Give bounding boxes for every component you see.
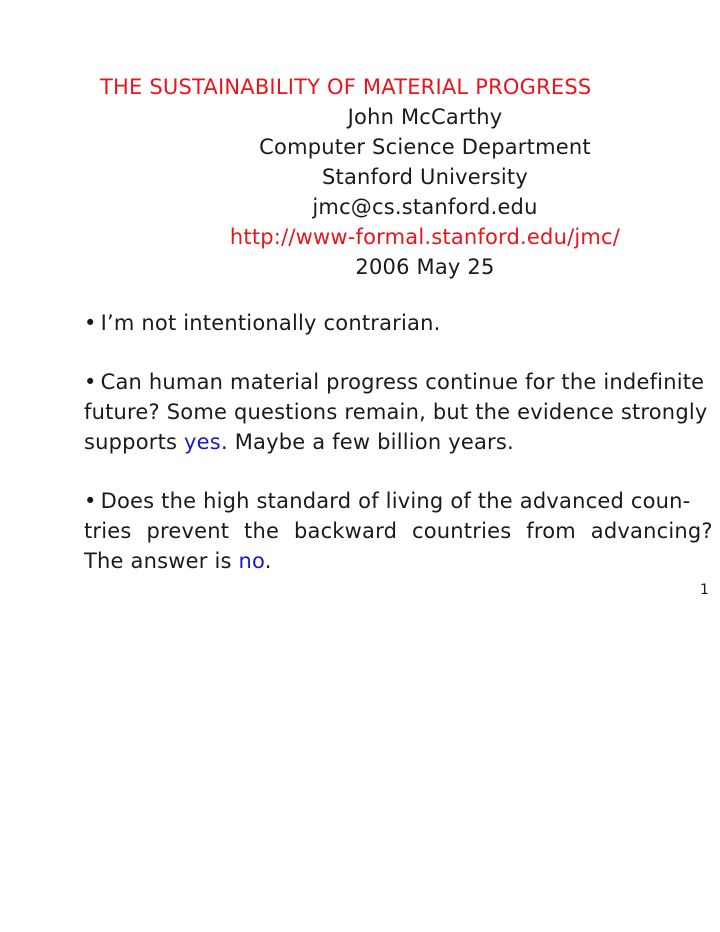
bullet-2-text-line-2: future? Some questions remain, but the evidence strongly bbox=[84, 400, 708, 424]
author-homepage-link[interactable]: http://www-formal.stanford.edu/jmc/ bbox=[229, 225, 621, 249]
bullet-item-3-line-3 bbox=[84, 546, 272, 576]
presentation-date: 2006 May 25 bbox=[355, 255, 495, 279]
bullet-2-text-line-3-post: . Maybe a few billion years. bbox=[220, 430, 514, 454]
page-number: 1 bbox=[700, 582, 709, 598]
bullet-2-emphasis-yes: yes bbox=[184, 430, 221, 454]
author-university: Stanford University bbox=[322, 165, 528, 189]
author-name: John McCarthy bbox=[347, 105, 503, 129]
bullet-3-text-line-3-post: . bbox=[264, 549, 272, 573]
bullet-item-1 bbox=[84, 308, 441, 338]
bullet-3-text-line-3-pre: The answer is bbox=[84, 549, 239, 573]
slide-title: THE SUSTAINABILITY OF MATERIAL PROGRESS bbox=[100, 75, 592, 99]
bullet-1-text: I’m not intentionally contrarian. bbox=[100, 311, 441, 335]
bullet-3-text-line-1: Does the high standard of living of the advanced coun- bbox=[100, 489, 691, 513]
bullet-2-text-line-1: Can human material progress continue for the indefinite bbox=[100, 370, 705, 394]
bullet-item-3-line-1 bbox=[84, 486, 690, 516]
bullet-3-emphasis-no: no bbox=[238, 549, 265, 573]
bullet-dot-icon: • bbox=[84, 311, 97, 335]
bullet-2-text-line-3-pre: supports bbox=[84, 430, 185, 454]
bullet-3-text-line-2: tries prevent the backward countries from advancing? bbox=[84, 519, 713, 543]
author-department: Computer Science Department bbox=[259, 135, 591, 159]
bullet-item-2-line-1 bbox=[84, 367, 704, 397]
bullet-dot-icon: • bbox=[84, 370, 97, 394]
author-email: jmc@cs.stanford.edu bbox=[312, 195, 538, 219]
bullet-item-2-line-3 bbox=[84, 427, 514, 457]
bullet-dot-icon: • bbox=[84, 489, 97, 513]
